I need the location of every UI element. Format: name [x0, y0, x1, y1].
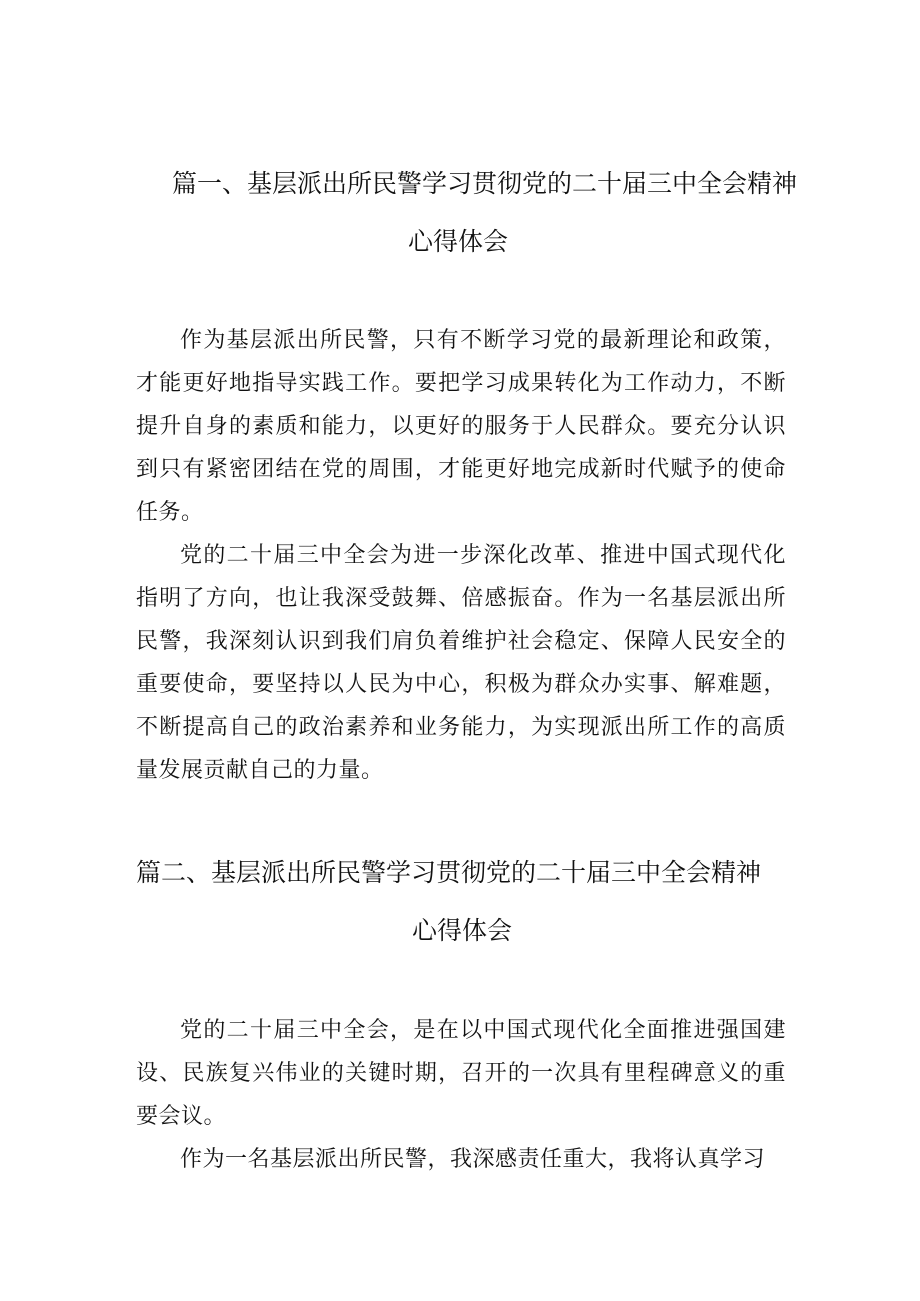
section-2-paragraph-2: 作为一名基层派出所民警，我深感责任重大，我将认真学习 [180, 1147, 766, 1172]
section-2-body [136, 1009, 786, 1181]
section-1-title-line-1: 篇一、基层派出所民警学习贯彻党的二十届三中全会精神 [172, 169, 798, 198]
section-1-paragraph-2: 党的二十届三中全会为进一步深化改革、推进中国式现代化指明了方向，也让我深受鼓舞、倍感振奋。作为一名基层派出所民警，我深刻认识到我们肩负着维护社会稳定、保障人民安全的重要使命，要坚持以人民为中心，积极为群众办实事、解难题，不断提高自己的政治素养和业务能力，为实现派出所工作的高质量发展贡献自己的力量。 [136, 543, 786, 783]
section-1-body [136, 319, 786, 792]
section-2-title-line-1: 篇二、基层派出所民警学习贯彻党的二十届三中全会精神 [136, 858, 762, 887]
section-1-paragraph-1: 作为基层派出所民警，只有不断学习党的最新理论和政策，才能更好地指导实践工作。要把学习成果转化为工作动力，不断提升自身的素质和能力，以更好的服务于人民群众。要充分认识到只有紧密团结在党的周围，才能更好地完成新时代赋予的使命任务。 [136, 328, 786, 525]
section-2-paragraph-1: 党的二十届三中全会，是在以中国式现代化全面推进强国建设、民族复兴伟业的关键时期，召开的一次具有里程碑意义的重要会议。 [136, 1018, 786, 1129]
section-2-title-line-2: 心得体会 [412, 916, 513, 945]
section-1-title-line-2: 心得体会 [408, 227, 509, 256]
